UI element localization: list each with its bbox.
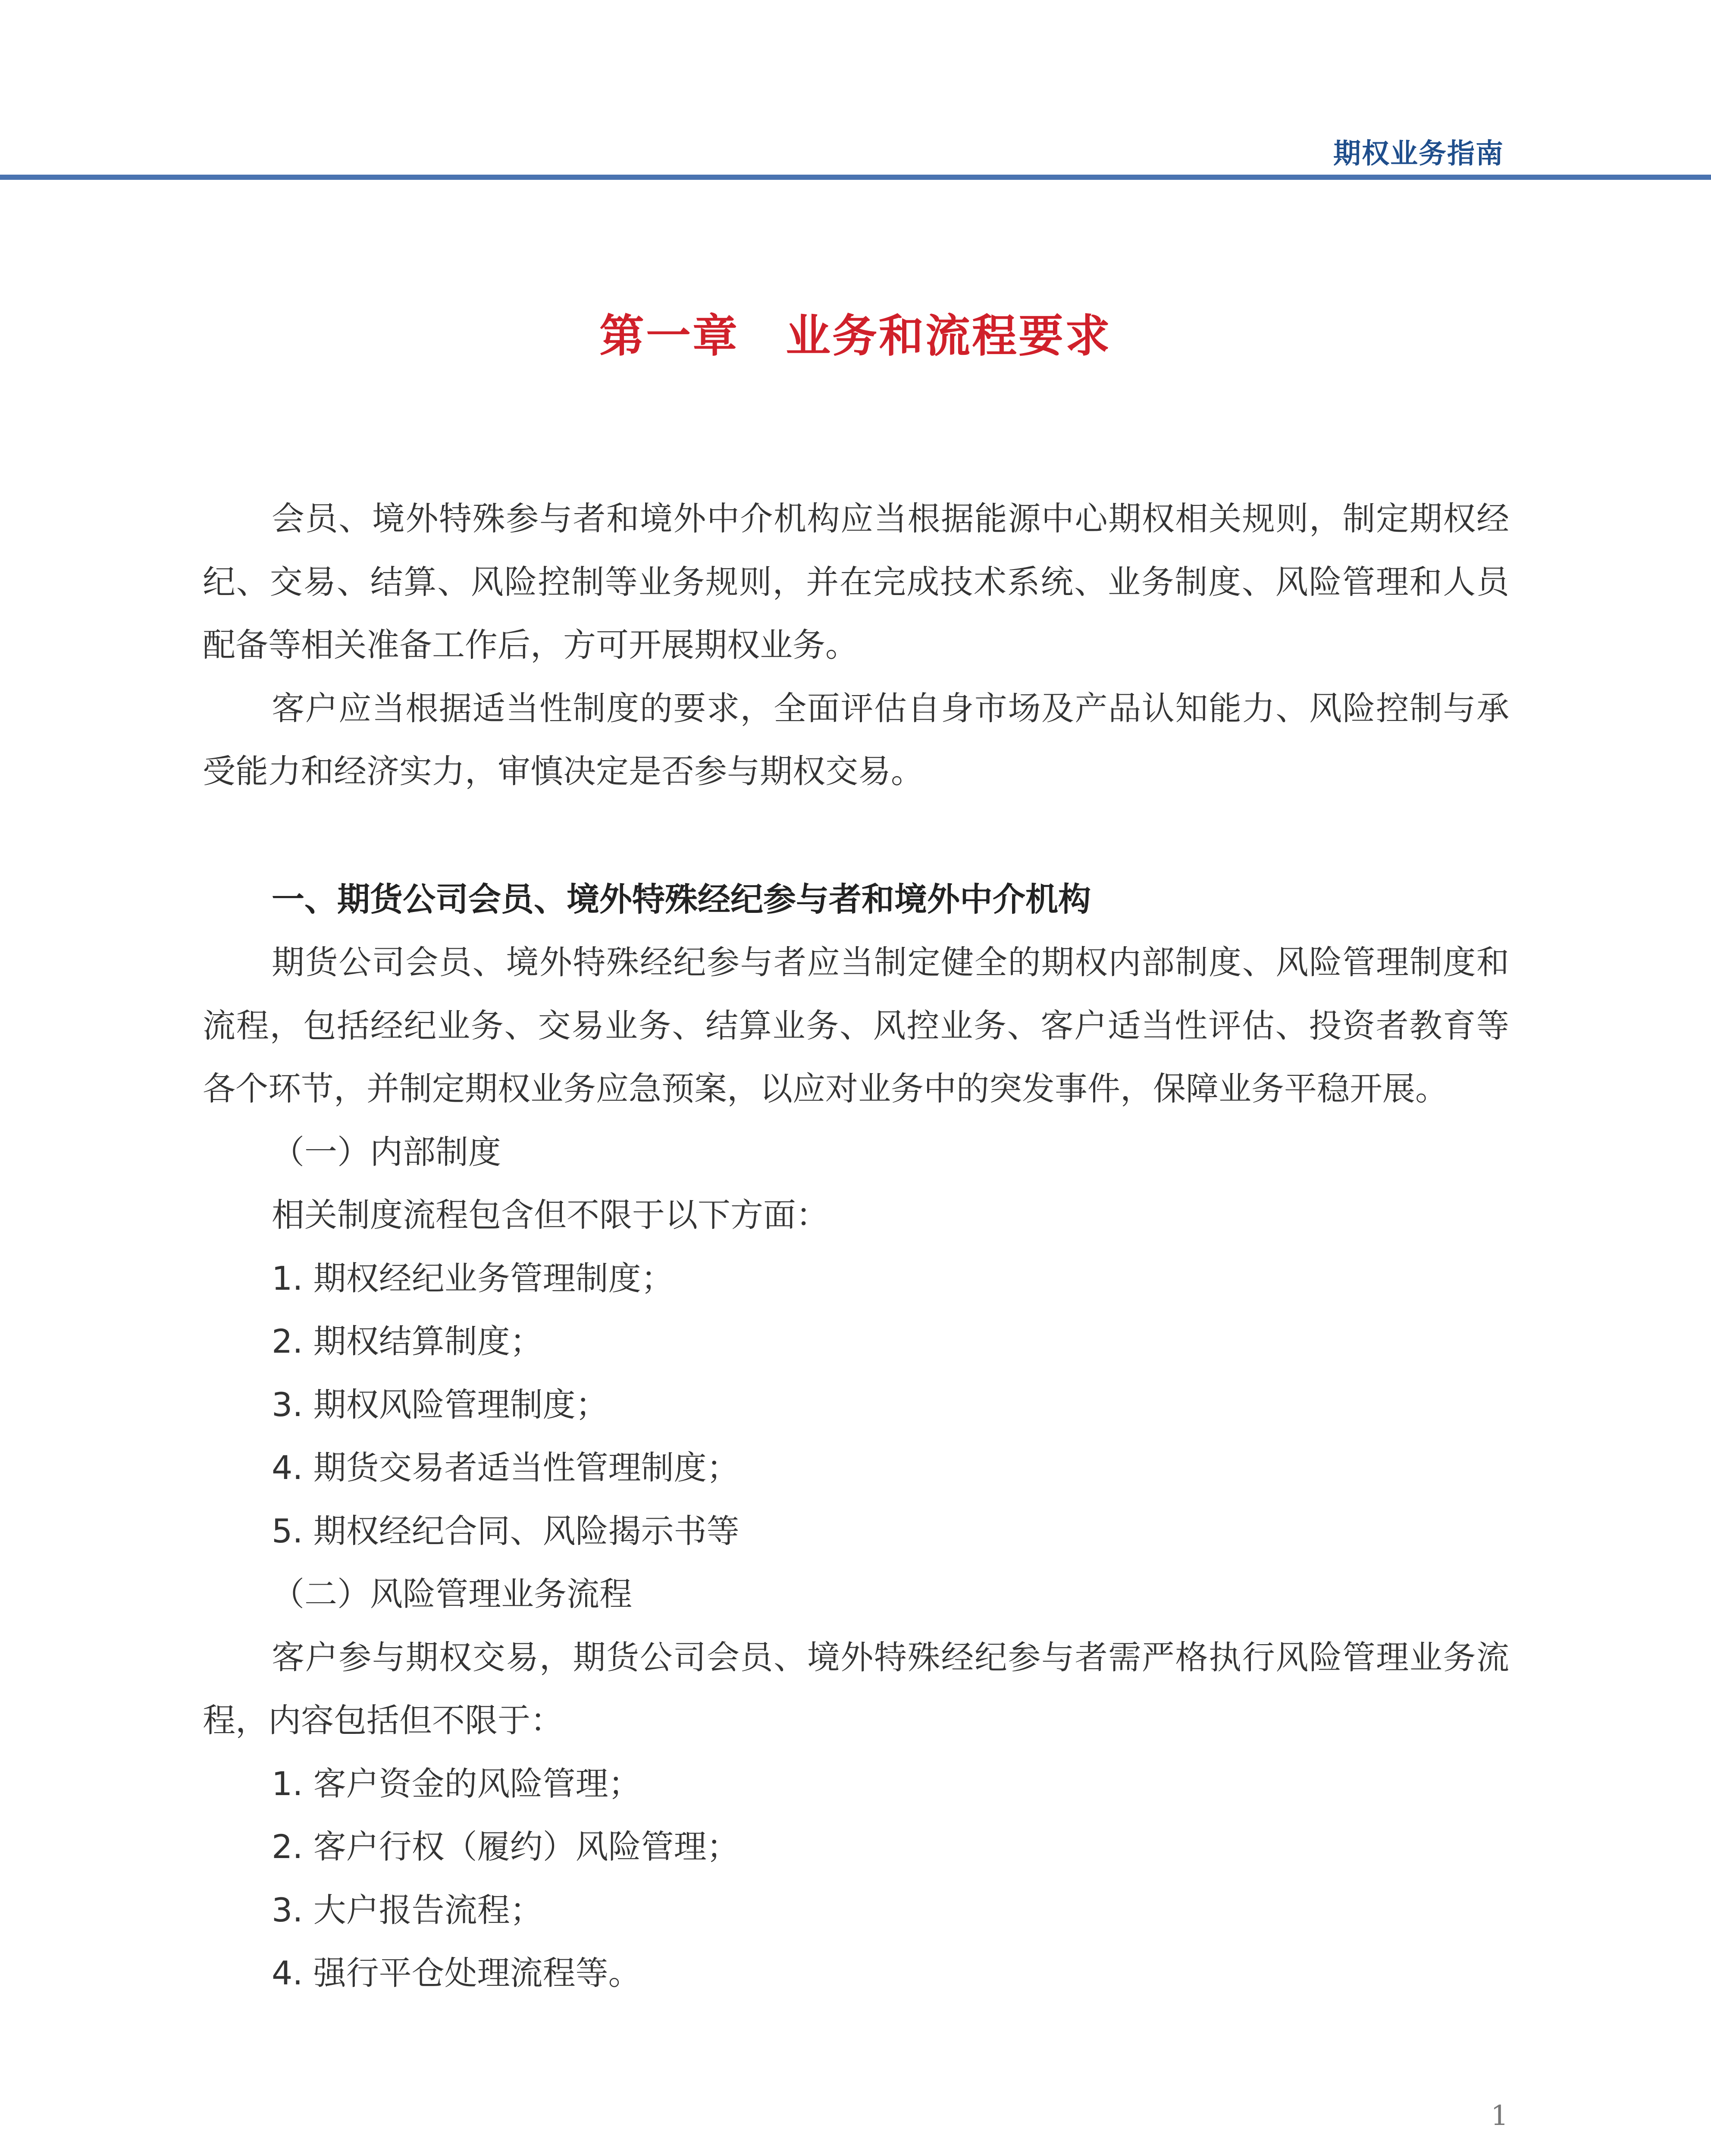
subsection-lead: 相关制度流程包含但不限于以下方面： [272,1196,829,1234]
page-number: 1 [1491,2100,1508,2132]
list-item: 1. 客户资金的风险管理； [272,1764,641,1803]
subsection-heading-internal-rules: （一）内部制度 [272,1132,501,1171]
intro-paragraph-1: 会员、境外特殊参与者和境外中介机构应当根据能源中心期权相关规则，制定期权经纪、交易、结算、风险控制等业务规则，并在完成技术系统、业务制度、风险管理和人员配备等相关准备工作后，方可开展期权业务。 [203,499,1509,664]
intro-paragraph-2: 客户应当根据适当性制度的要求，全面评估自身市场及产品认知能力、风险控制与承受能力和经济实力，审慎决定是否参与期权交易。 [203,689,1509,790]
list-item: 4. 期货交易者适当性管理制度； [272,1448,740,1487]
list-item: 3. 大户报告流程； [272,1890,543,1929]
list-item: 2. 期权结算制度； [272,1322,543,1360]
subsection-heading-risk-process: （二）风险管理业务流程 [272,1575,632,1613]
document-body [203,487,1509,2005]
list-item: 2. 客户行权（履约）风险管理； [272,1827,740,1866]
list-item: 5. 期权经纪合同、风险揭示书等 [272,1511,740,1550]
list-item: 4. 强行平仓处理流程等。 [272,1954,641,1992]
list-item: 1. 期权经纪业务管理制度； [272,1259,674,1297]
header-divider [0,175,1711,180]
running-header-title: 期权业务指南 [1333,138,1504,170]
section-heading: 一、期货公司会员、境外特殊经纪参与者和境外中介机构 [272,880,1091,918]
list-item: 3. 期权风险管理制度； [272,1385,608,1424]
section-spacer [203,803,1509,868]
chapter-title: 第一章 业务和流程要求 [599,310,1112,362]
subsection-lead: 客户参与期权交易，期货公司会员、境外特殊经纪参与者需严格执行风险管理业务流程，内容包括但不限于： [203,1638,1509,1739]
section-paragraph: 期货公司会员、境外特殊经纪参与者应当制定健全的期权内部制度、风险管理制度和流程，包括经纪业务、交易业务、结算业务、风控业务、客户适当性评估、投资者教育等各个环节，并制定期权业务应急预案，以应对业务中的突发事件，保障业务平稳开展。 [203,943,1509,1108]
